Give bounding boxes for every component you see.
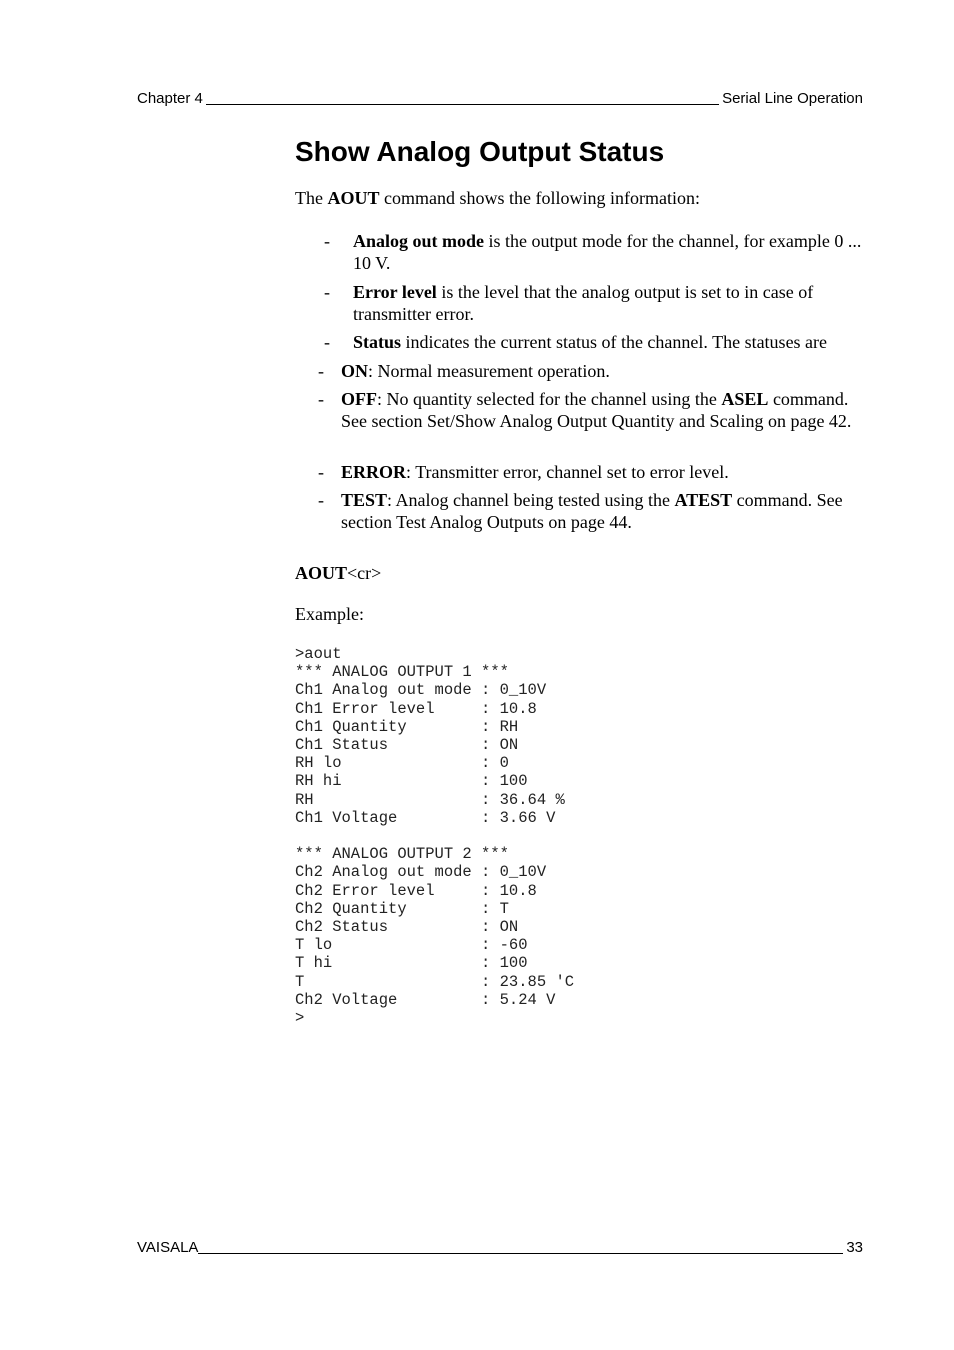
- status-dash: -: [318, 462, 324, 482]
- status-dash: -: [318, 490, 324, 510]
- example-label: Example:: [295, 604, 364, 624]
- page-header: [137, 90, 863, 108]
- syntax-command: AOUT: [295, 563, 348, 583]
- page-title: Show Analog Output Status: [295, 136, 665, 167]
- page-footer: [137, 1239, 863, 1257]
- bullet-text: [353, 230, 869, 274]
- bullet-text: [353, 331, 869, 353]
- intro-text-after: command shows the following information:: [379, 188, 700, 208]
- page-number: 33: [846, 1239, 863, 1256]
- header-rule: [206, 104, 719, 105]
- status-term: ERROR: [341, 462, 407, 482]
- status-term: ON: [341, 361, 368, 381]
- bullet-description: is the level that the analog output is set to in case of transmitter error.: [353, 282, 814, 324]
- status-term: TEST: [341, 490, 388, 510]
- bullet-term: Error level: [353, 282, 437, 302]
- status-description: : Transmitter error, channel set to error level.: [406, 462, 729, 482]
- status-dash: -: [318, 361, 324, 381]
- company-label: VAISALA: [137, 1239, 199, 1256]
- example-code-block: >aout *** ANALOG OUTPUT 1 *** Ch1 Analog out mode : 0_10V Ch1 Error level : 10.8 Ch1 Quantity : RH Ch1 Status : ON RH lo : 0 RH hi : 100 RH : 36.64 % Ch1 Voltage : 3.66 V *** ANALOG OUTPUT 2 *** Ch2 Analog out mode : 0_10V Ch2 Error level : 10.8 Ch2 Quantity : T Ch2 Status : ON T lo : -60 T hi : 100 T : 23.85 'C Ch2 Voltage : 5.24 V >: [295, 645, 575, 1028]
- bullet-term: Status: [353, 332, 402, 352]
- intro-command: AOUT: [327, 188, 380, 208]
- footer-rule: [198, 1253, 843, 1254]
- bullet-description: is the output mode for the channel, for example 0 ... 10 V.: [353, 231, 862, 273]
- status-term: OFF: [341, 389, 377, 409]
- bullet-dash: -: [324, 231, 330, 251]
- section-label: Serial Line Operation: [722, 90, 863, 107]
- status-command: ATEST: [674, 490, 733, 510]
- status-dash: -: [318, 389, 324, 409]
- bullet-text: [353, 281, 869, 325]
- status-description: : Normal measurement operation.: [368, 361, 610, 381]
- status-text: [341, 360, 869, 382]
- command-syntax: [295, 562, 381, 584]
- status-text: [341, 461, 869, 483]
- status-description: : No quantity selected for the channel using the: [377, 389, 722, 409]
- bullet-dash: -: [324, 332, 330, 352]
- status-text: [341, 388, 869, 432]
- status-description-continued: command. See section Test Analog Outputs on page 44.: [341, 490, 843, 532]
- intro-paragraph: [295, 187, 700, 209]
- bullet-description: indicates the current status of the channel. The statuses are: [401, 332, 828, 352]
- chapter-label: Chapter 4: [137, 90, 203, 107]
- intro-text-before: The: [295, 188, 328, 208]
- bullet-dash: -: [324, 282, 330, 302]
- status-description-continued: command. See section Set/Show Analog Output Quantity and Scaling on page 42.: [341, 389, 852, 431]
- bullet-term: Analog out mode: [353, 231, 485, 251]
- status-text: [341, 489, 869, 533]
- status-command: ASEL: [721, 389, 769, 409]
- syntax-suffix: <cr>: [347, 563, 382, 583]
- status-description: : Analog channel being tested using the: [387, 490, 675, 510]
